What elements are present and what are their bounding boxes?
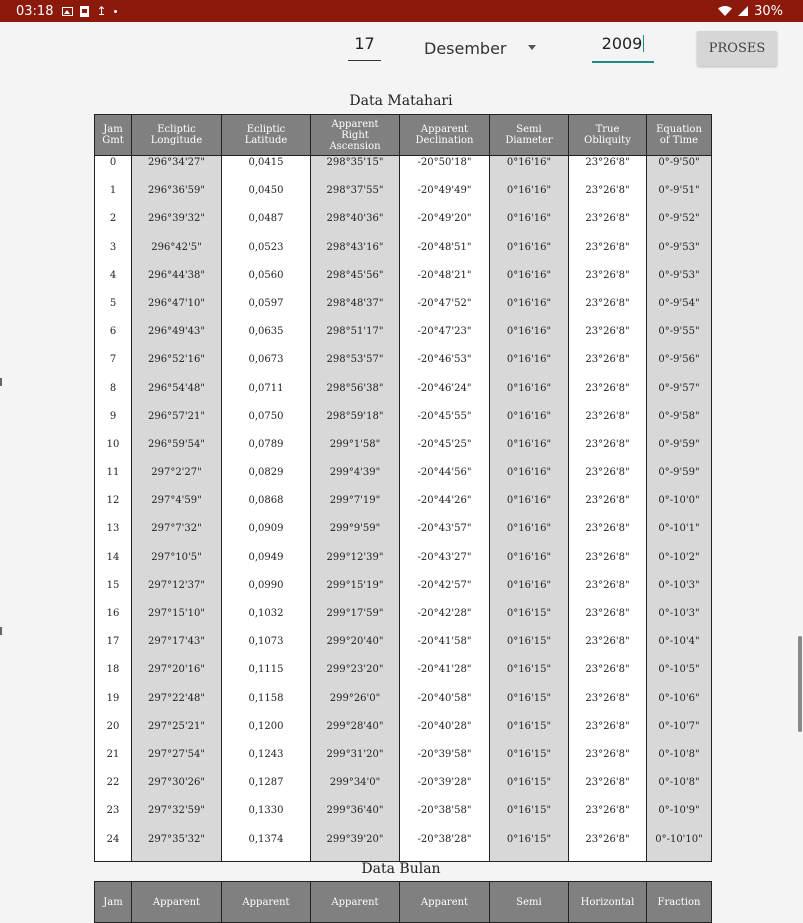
table-cell: 19 (95, 692, 132, 720)
table-row (95, 212, 712, 240)
table-cell: -20°46'24" (400, 382, 490, 410)
table-cell: 297°17'43" (132, 635, 222, 663)
table-cell: 0,1374 (222, 833, 311, 862)
table-cell: 296°42'5" (132, 241, 222, 269)
table-cell: 0°-9'58" (647, 410, 712, 438)
proses-button[interactable]: PROSES (697, 31, 777, 66)
table-row (95, 720, 712, 748)
table-cell: 0°-10'0" (647, 494, 712, 522)
column-header: Semi (490, 882, 569, 923)
table-cell: 299°7'19" (311, 494, 400, 522)
table-cell: 0°-10'3" (647, 607, 712, 635)
table-cell: 24 (95, 833, 132, 862)
table-cell: 0°-10'9" (647, 804, 712, 832)
table-cell: 298°48'37" (311, 297, 400, 325)
column-header: True Obliquity (569, 115, 647, 156)
table-cell: 23°26'8" (569, 635, 647, 663)
table-cell: 298°56'38" (311, 382, 400, 410)
status-bar (0, 0, 803, 22)
dot-icon (114, 10, 117, 13)
table-row (95, 184, 712, 212)
table-cell: 14 (95, 551, 132, 579)
table-cell: 23°26'8" (569, 776, 647, 804)
table-cell: -20°48'21" (400, 269, 490, 297)
table-cell: 0,0415 (222, 156, 311, 185)
table-row (95, 241, 712, 269)
table-cell: 0°16'16" (490, 410, 569, 438)
table-cell: 23°26'8" (569, 663, 647, 691)
table-cell: 0°-9'57" (647, 382, 712, 410)
table-cell: 0°16'16" (490, 466, 569, 494)
table-cell: 0°-9'56" (647, 353, 712, 381)
table-cell: 299°15'19" (311, 579, 400, 607)
table-cell: 299°34'0" (311, 776, 400, 804)
table-cell: 299°36'40" (311, 804, 400, 832)
table-cell: 16 (95, 607, 132, 635)
table-cell: 0,0990 (222, 579, 311, 607)
table-cell: 0,0523 (222, 241, 311, 269)
table-cell: 298°59'18" (311, 410, 400, 438)
table-cell: 5 (95, 297, 132, 325)
table-cell: 0,0597 (222, 297, 311, 325)
column-header: Apparent (222, 882, 311, 923)
table-cell: 296°52'16" (132, 353, 222, 381)
table-cell: 0°16'16" (490, 438, 569, 466)
table-cell: 22 (95, 776, 132, 804)
table-cell: -20°38'58" (400, 804, 490, 832)
table-cell: 7 (95, 353, 132, 381)
table-cell: 23°26'8" (569, 269, 647, 297)
column-header: Ecliptic Latitude (222, 115, 311, 156)
table-cell: 0°16'16" (490, 551, 569, 579)
text-cursor (643, 35, 644, 52)
table-cell: 0°-9'52" (647, 212, 712, 240)
table-cell: 20 (95, 720, 132, 748)
table-cell: 23°26'8" (569, 833, 647, 862)
table-cell: 297°27'54" (132, 748, 222, 776)
table-cell: -20°42'28" (400, 607, 490, 635)
table-cell: 0°-9'55" (647, 325, 712, 353)
dropdown-arrow-icon (528, 45, 536, 50)
table-cell: 21 (95, 748, 132, 776)
table-cell: 298°43'16" (311, 241, 400, 269)
table-cell: 13 (95, 522, 132, 550)
table-cell: 299°20'40" (311, 635, 400, 663)
table-cell: 0°-9'50" (647, 156, 712, 185)
table-row (95, 466, 712, 494)
table-cell: 0°-10'4" (647, 635, 712, 663)
table-cell: 299°4'39" (311, 466, 400, 494)
table-cell: -20°46'53" (400, 353, 490, 381)
table-cell: 15 (95, 579, 132, 607)
table-row (95, 494, 712, 522)
table-cell: 23 (95, 804, 132, 832)
table-cell: 0°16'16" (490, 297, 569, 325)
day-input[interactable]: 17 (348, 34, 381, 61)
column-header: Jam Gmt (95, 115, 132, 156)
table-cell: 0,0789 (222, 438, 311, 466)
moon-data-table (94, 881, 712, 923)
table-row (95, 522, 712, 550)
month-select-value: Desember (424, 38, 507, 58)
month-select[interactable] (424, 36, 554, 60)
table-cell: -20°49'20" (400, 212, 490, 240)
table-cell: -20°48'51" (400, 241, 490, 269)
column-header: Apparent (132, 882, 222, 923)
table-cell: 0,0868 (222, 494, 311, 522)
table-cell: 23°26'8" (569, 720, 647, 748)
table-cell: 23°26'8" (569, 297, 647, 325)
table-cell: 0,1287 (222, 776, 311, 804)
table-cell: 18 (95, 663, 132, 691)
table-cell: 296°36'59" (132, 184, 222, 212)
table-cell: 0°-9'54" (647, 297, 712, 325)
table-cell: 299°12'39" (311, 551, 400, 579)
table-row (95, 663, 712, 691)
table-cell: 23°26'8" (569, 748, 647, 776)
column-header: Fraction (647, 882, 712, 923)
table-cell: -20°39'58" (400, 748, 490, 776)
table-cell: -20°45'55" (400, 410, 490, 438)
table-cell: 10 (95, 438, 132, 466)
scrollbar[interactable] (798, 636, 802, 732)
table-cell: 3 (95, 241, 132, 269)
table-cell: 0,0635 (222, 325, 311, 353)
edge-indicator (0, 627, 2, 635)
table-cell: 0°16'16" (490, 212, 569, 240)
table-row (95, 748, 712, 776)
table-cell: -20°42'57" (400, 579, 490, 607)
table-cell: 0°-10'6" (647, 692, 712, 720)
table-row (95, 382, 712, 410)
table-cell: 299°17'59" (311, 607, 400, 635)
table-cell: 0°-10'5" (647, 663, 712, 691)
table-cell: 0°-9'59" (647, 466, 712, 494)
table-cell: 23°26'8" (569, 156, 647, 185)
table-cell: 297°20'16" (132, 663, 222, 691)
table-cell: 296°57'21" (132, 410, 222, 438)
table-cell: -20°45'25" (400, 438, 490, 466)
table-cell: 0°16'16" (490, 579, 569, 607)
table-cell: 0,1330 (222, 804, 311, 832)
table-cell: 299°1'58" (311, 438, 400, 466)
sun-data-table (94, 114, 712, 862)
table-cell: 0°16'16" (490, 156, 569, 185)
table-cell: 0°-10'1" (647, 522, 712, 550)
table-cell: 0°-10'7" (647, 720, 712, 748)
table-cell: 0°16'16" (490, 353, 569, 381)
table-cell: 299°39'20" (311, 833, 400, 862)
table-cell: -20°38'28" (400, 833, 490, 862)
table-cell: 23°26'8" (569, 494, 647, 522)
table-cell: 0,0487 (222, 212, 311, 240)
table-cell: 23°26'8" (569, 410, 647, 438)
table-cell: 297°15'10" (132, 607, 222, 635)
table-cell: 0°-9'53" (647, 269, 712, 297)
table-cell: 0°16'16" (490, 269, 569, 297)
table-row (95, 156, 712, 185)
table-cell: 9 (95, 410, 132, 438)
table-cell: 296°59'54" (132, 438, 222, 466)
table-cell: 297°12'37" (132, 579, 222, 607)
table-cell: 23°26'8" (569, 466, 647, 494)
upload-icon: ↥ (96, 4, 107, 18)
table-cell: 6 (95, 325, 132, 353)
table-cell: 23°26'8" (569, 382, 647, 410)
table-cell: 0°16'16" (490, 522, 569, 550)
table-cell: 23°26'8" (569, 579, 647, 607)
table-cell: -20°43'27" (400, 551, 490, 579)
battery-percent: 30% (754, 3, 783, 19)
table-cell: 0,0829 (222, 466, 311, 494)
signal-icon (738, 6, 748, 16)
table-cell: -20°47'52" (400, 297, 490, 325)
table-cell: 297°7'32" (132, 522, 222, 550)
table-row (95, 776, 712, 804)
table-cell: 298°35'15" (311, 156, 400, 185)
table-cell: 0,0750 (222, 410, 311, 438)
table-cell: 23°26'8" (569, 325, 647, 353)
column-header: Apparent Right Ascension (311, 115, 400, 156)
table-cell: 0°-9'59" (647, 438, 712, 466)
table-row (95, 804, 712, 832)
table-cell: 0°16'16" (490, 184, 569, 212)
table-cell: 0°16'16" (490, 382, 569, 410)
table-cell: 0,1243 (222, 748, 311, 776)
table-cell: 23°26'8" (569, 551, 647, 579)
table-cell: 0°16'15" (490, 692, 569, 720)
table-cell: 11 (95, 466, 132, 494)
table-cell: 0,1115 (222, 663, 311, 691)
column-header: Jam (95, 882, 132, 923)
table-cell: 23°26'8" (569, 353, 647, 381)
image-icon (62, 7, 73, 16)
table-cell: 0°16'16" (490, 241, 569, 269)
table-cell: 12 (95, 494, 132, 522)
moon-table-caption: Data Bulan (361, 861, 441, 877)
document-icon (80, 6, 89, 17)
table-cell: 0°16'16" (490, 494, 569, 522)
table-cell: 0°16'16" (490, 325, 569, 353)
table-cell: 0,1073 (222, 635, 311, 663)
table-cell: -20°41'28" (400, 663, 490, 691)
table-cell: 0,0909 (222, 522, 311, 550)
table-row (95, 607, 712, 635)
table-cell: 0,0949 (222, 551, 311, 579)
table-cell: 298°45'56" (311, 269, 400, 297)
table-cell: 297°30'26" (132, 776, 222, 804)
table-cell: 296°47'10" (132, 297, 222, 325)
table-cell: 297°35'32" (132, 833, 222, 862)
table-cell: 0°16'15" (490, 776, 569, 804)
table-cell: -20°40'28" (400, 720, 490, 748)
table-cell: 297°22'48" (132, 692, 222, 720)
table-cell: 0°-10'10" (647, 833, 712, 862)
table-cell: 23°26'8" (569, 184, 647, 212)
table-cell: 0,1200 (222, 720, 311, 748)
column-header: Semi Diameter (490, 115, 569, 156)
table-cell: 296°39'32" (132, 212, 222, 240)
table-row (95, 269, 712, 297)
table-cell: 0,1158 (222, 692, 311, 720)
table-cell: 0°16'15" (490, 833, 569, 862)
table-cell: -20°43'57" (400, 522, 490, 550)
table-cell: 299°26'0" (311, 692, 400, 720)
table-cell: 0°-10'8" (647, 776, 712, 804)
table-row (95, 438, 712, 466)
table-cell: 297°2'27" (132, 466, 222, 494)
table-cell: 17 (95, 635, 132, 663)
table-cell: -20°50'18" (400, 156, 490, 185)
table-cell: 23°26'8" (569, 522, 647, 550)
table-cell: 298°37'55" (311, 184, 400, 212)
table-row (95, 579, 712, 607)
table-cell: 298°40'36" (311, 212, 400, 240)
table-cell: 0°16'15" (490, 607, 569, 635)
table-cell: 299°9'59" (311, 522, 400, 550)
table-cell: -20°49'49" (400, 184, 490, 212)
table-row (95, 833, 712, 862)
table-cell: 0°16'15" (490, 663, 569, 691)
table-cell: 297°25'21" (132, 720, 222, 748)
table-cell: -20°44'56" (400, 466, 490, 494)
table-cell: 298°51'17" (311, 325, 400, 353)
table-cell: 297°4'59" (132, 494, 222, 522)
year-input-value: 2009 (601, 34, 643, 53)
table-cell: 0,1032 (222, 607, 311, 635)
table-cell: 0,0560 (222, 269, 311, 297)
table-cell: 23°26'8" (569, 607, 647, 635)
table-row (95, 325, 712, 353)
table-cell: 298°53'57" (311, 353, 400, 381)
year-input[interactable] (592, 34, 654, 63)
column-header: Equation of Time (647, 115, 712, 156)
table-cell: 296°54'48" (132, 382, 222, 410)
table-row (95, 692, 712, 720)
table-cell: 0°-9'53" (647, 241, 712, 269)
table-cell: 1 (95, 184, 132, 212)
table-cell: 23°26'8" (569, 804, 647, 832)
column-header: Apparent Declination (400, 115, 490, 156)
table-cell: 296°34'27" (132, 156, 222, 185)
edge-indicator (0, 378, 2, 386)
table-cell: 8 (95, 382, 132, 410)
table-cell: 0,0673 (222, 353, 311, 381)
column-header: Apparent (400, 882, 490, 923)
column-header: Horizontal (569, 882, 647, 923)
table-cell: 0,0711 (222, 382, 311, 410)
table-cell: 296°44'38" (132, 269, 222, 297)
table-cell: 296°49'43" (132, 325, 222, 353)
table-cell: 0,0450 (222, 184, 311, 212)
table-cell: 23°26'8" (569, 212, 647, 240)
table-row (95, 410, 712, 438)
table-cell: 0°16'15" (490, 748, 569, 776)
table-cell: 0°16'15" (490, 804, 569, 832)
column-header: Ecliptic Longitude (132, 115, 222, 156)
table-cell: 0°-10'2" (647, 551, 712, 579)
table-cell: 23°26'8" (569, 438, 647, 466)
table-cell: 0°-10'3" (647, 579, 712, 607)
table-cell: 0°16'15" (490, 720, 569, 748)
table-cell: 299°31'20" (311, 748, 400, 776)
status-time: 03:18 (16, 3, 54, 19)
table-cell: 299°28'40" (311, 720, 400, 748)
table-cell: 23°26'8" (569, 241, 647, 269)
table-cell: 23°26'8" (569, 692, 647, 720)
table-cell: -20°40'58" (400, 692, 490, 720)
wifi-icon (718, 6, 732, 16)
table-cell: 297°32'59" (132, 804, 222, 832)
table-row (95, 551, 712, 579)
table-cell: 0°-10'8" (647, 748, 712, 776)
table-cell: -20°41'58" (400, 635, 490, 663)
table-cell: 0 (95, 156, 132, 185)
table-cell: 297°10'5" (132, 551, 222, 579)
table-cell: 299°23'20" (311, 663, 400, 691)
table-cell: 4 (95, 269, 132, 297)
table-cell: -20°47'23" (400, 325, 490, 353)
table-cell: 0°-9'51" (647, 184, 712, 212)
table-row (95, 353, 712, 381)
sun-table-caption: Data Matahari (349, 93, 453, 109)
table-cell: 0°16'15" (490, 635, 569, 663)
table-row (95, 635, 712, 663)
column-header: Apparent (311, 882, 400, 923)
table-cell: -20°44'26" (400, 494, 490, 522)
table-cell: 2 (95, 212, 132, 240)
table-row (95, 297, 712, 325)
table-cell: -20°39'28" (400, 776, 490, 804)
